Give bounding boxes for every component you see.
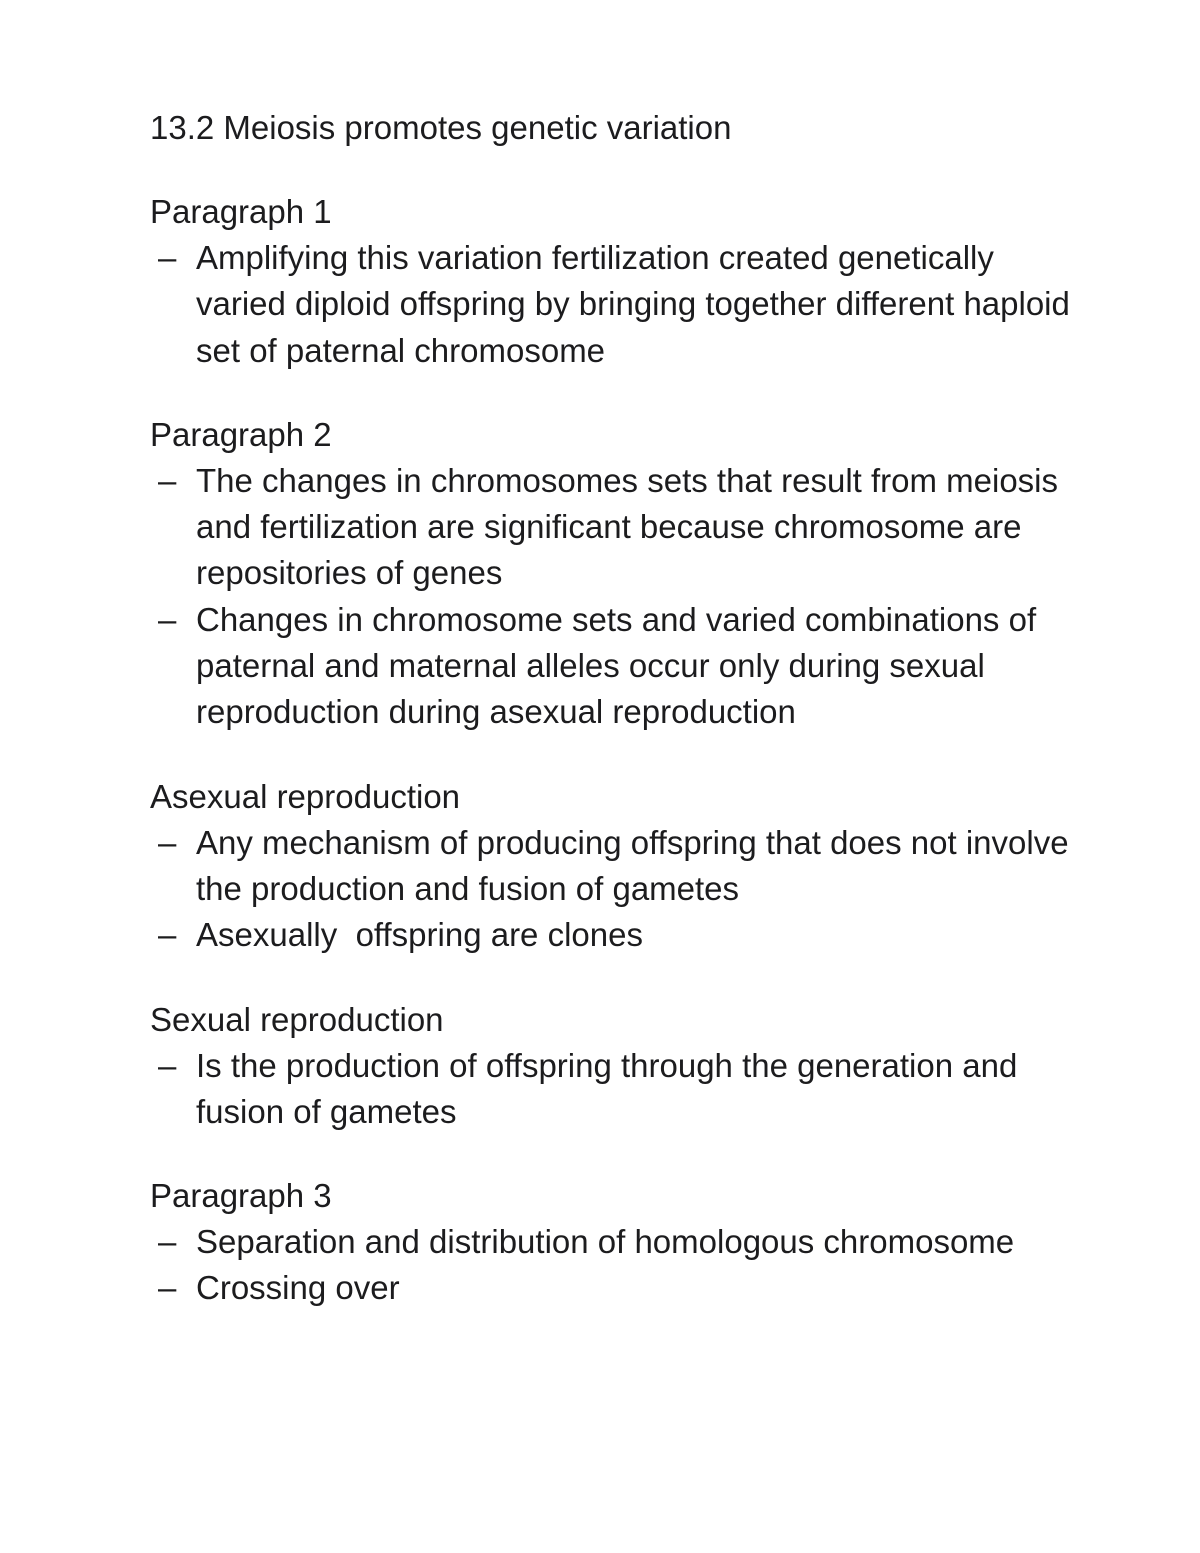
- dash-bullet-icon: –: [158, 239, 177, 276]
- dash-bullet-icon: –: [158, 600, 177, 638]
- bullet-text: Crossing over: [196, 1269, 400, 1307]
- bullet-text: The changes in chromosomes sets that result from meiosis and fertilization are significant because chromosome are repositories of genes: [196, 461, 1059, 592]
- bullet-text: Any mechanism of producing offspring that does not involve the production and fusion of gametes: [196, 823, 1069, 907]
- section-heading: Paragraph 3: [150, 1177, 332, 1215]
- bullet-item: [150, 1265, 1070, 1311]
- bullet-text: Changes in chromosome sets and varied combinations of paternal and maternal alleles occur only during sexual reproduction during asexual reproduction: [196, 600, 1037, 731]
- bullet-list: [150, 1043, 1070, 1136]
- bullet-list: [150, 1219, 1070, 1312]
- document-title: 13.2 Meiosis promotes genetic variation: [150, 109, 732, 146]
- section-heading: Paragraph 1: [150, 193, 332, 230]
- bullet-item: [150, 1043, 1070, 1136]
- section-asexual-reproduction: [150, 774, 1070, 959]
- section-paragraph-1: [150, 189, 1070, 374]
- bullet-list: [150, 235, 1070, 374]
- bullet-item: [150, 820, 1070, 913]
- section-sexual-reproduction: [150, 997, 1070, 1136]
- section-heading: Asexual reproduction: [150, 777, 461, 815]
- bullet-item: [150, 1219, 1070, 1265]
- dash-bullet-icon: –: [158, 1269, 177, 1307]
- bullet-text: Asexually offspring are clones: [196, 916, 643, 954]
- bullet-text: Separation and distribution of homologous chromosome: [196, 1223, 1015, 1261]
- dash-bullet-icon: –: [158, 1046, 177, 1084]
- bullet-item: [150, 912, 1070, 958]
- dash-bullet-icon: –: [158, 1223, 177, 1261]
- section-heading: Sexual reproduction: [150, 1000, 444, 1038]
- dash-bullet-icon: –: [158, 461, 177, 499]
- dash-bullet-icon: –: [158, 823, 177, 861]
- bullet-list: [150, 820, 1070, 959]
- bullet-text: Is the production of offspring through the generation and fusion of gametes: [196, 1046, 1018, 1130]
- section-paragraph-2: [150, 412, 1070, 736]
- document-page: [150, 105, 1070, 1312]
- bullet-item: [150, 458, 1070, 597]
- section-paragraph-3: [150, 1173, 1070, 1312]
- bullet-item: [150, 235, 1070, 374]
- dash-bullet-icon: –: [158, 916, 177, 954]
- bullet-text: Amplifying this variation fertilization created genetically varied diploid offspring by bringing together different haploid set of paternal chromosome: [196, 239, 1070, 369]
- bullet-list: [150, 458, 1070, 736]
- section-heading: Paragraph 2: [150, 415, 332, 453]
- bullet-item: [150, 597, 1070, 736]
